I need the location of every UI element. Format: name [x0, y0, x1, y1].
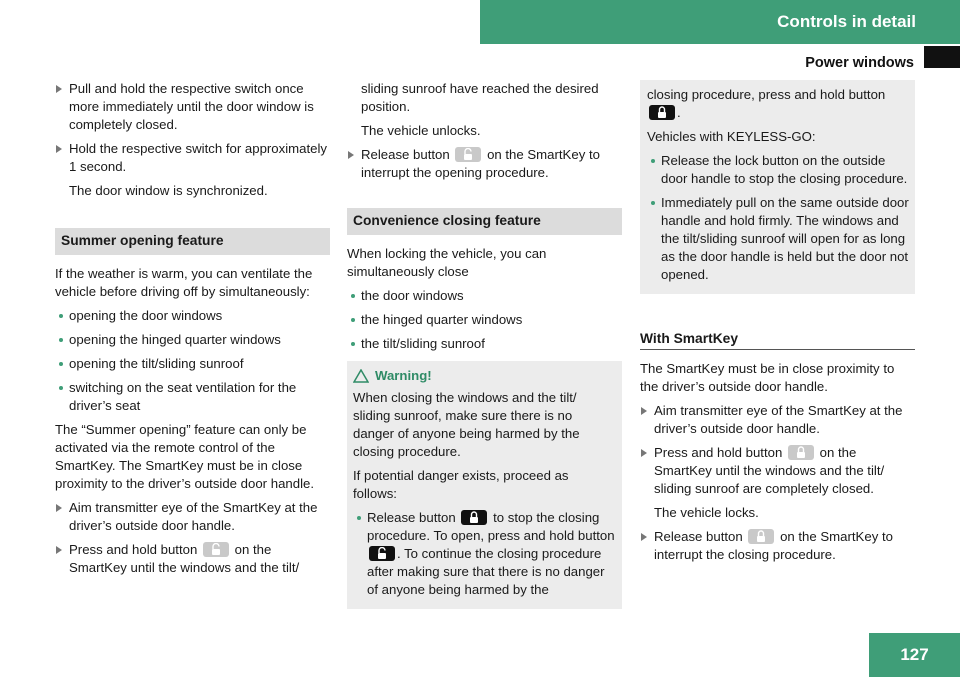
summer-heading: Summer opening feature: [55, 228, 330, 255]
bullet-item: the tilt/sliding sunroof: [347, 335, 622, 353]
warning-box: [347, 361, 622, 609]
section-title: Power windows: [805, 55, 914, 71]
smartkey-intro: The SmartKey must be in close proximity to the driver’s outside door handle.: [640, 361, 895, 394]
convenience-intro: When locking the vehicle, you can simultaneously close: [347, 246, 547, 279]
bullet-item: switching on the seat ventilation for the driver’s seat: [55, 379, 330, 415]
step-press-unlock: Press and hold button on the SmartKey until the windows and the tilt/: [55, 541, 330, 577]
bullet-item: the hinged quarter windows: [347, 311, 622, 329]
convenience-heading: Convenience closing feature: [347, 208, 622, 235]
step-aim: Aim transmitter eye of the SmartKey at the driver’s outside door handle.: [640, 402, 915, 438]
step-continuation: sliding sunroof have reached the desired position.: [361, 81, 599, 114]
warning-bullet: Release the lock button on the outside door handle to stop the closing procedure.: [647, 152, 909, 188]
unlock-icon: [203, 542, 229, 557]
warning-paragraph: If potential danger exists, proceed as follows:: [353, 468, 569, 501]
unlock-icon: [455, 147, 481, 162]
section-marker: [924, 46, 960, 68]
step-aim: Aim transmitter eye of the SmartKey at the driver’s outside door handle.: [55, 499, 330, 535]
step-press-lock: Press and hold button on the SmartKey until the windows and the tilt/ sliding sunroof are completely closed.: [640, 444, 915, 498]
lock-icon: [649, 105, 675, 120]
lock-icon: [788, 445, 814, 460]
warning-bullet: Release button to stop the closing procedure. To open, press and hold button . To continue the closing procedure after making sure that there is no danger of anyone being harmed by the: [353, 509, 616, 599]
lock-icon: [748, 529, 774, 544]
summer-paragraph: The “Summer opening” feature can only be activated via the remote control of the SmartKey. The SmartKey must be in close proximity to the driver’s outside door handle.: [55, 422, 315, 491]
warning-bullet: Immediately pull on the same outside door handle and hold firmly. The windows and the tilt/sliding sunroof will open for as long as the door handle is held but the door not opened.: [647, 194, 909, 284]
warning-paragraph: When closing the windows and the tilt/ sliding sunroof, make sure there is no danger of anyone being harmed by the closing procedure.: [353, 390, 580, 459]
page-number: 127: [869, 633, 960, 677]
step-result: The vehicle locks.: [654, 505, 759, 520]
bullet-item: opening the tilt/sliding sunroof: [55, 355, 330, 373]
step-result: The vehicle unlocks.: [361, 123, 481, 138]
keyless-label: Vehicles with KEYLESS-GO:: [647, 129, 816, 144]
column-3: [640, 80, 915, 570]
bullet-item: opening the hinged quarter windows: [55, 331, 330, 349]
step-release-unlock: Release button on the SmartKey to interrupt the opening procedure.: [347, 146, 622, 182]
step-result: The door window is synchronized.: [69, 183, 268, 198]
warning-triangle-icon: [353, 369, 369, 383]
chapter-title: Controls in detail: [777, 12, 916, 31]
bullet-item: opening the door windows: [55, 307, 330, 325]
column-1: [55, 80, 330, 583]
step-pull-hold: Pull and hold the respective switch once more immediately until the door window is completely closed.: [55, 80, 330, 134]
warning-continuation: closing procedure, press and hold button .: [647, 87, 886, 120]
warning-box-continued: [640, 80, 915, 294]
column-2: [347, 80, 622, 609]
summer-intro: If the weather is warm, you can ventilate the vehicle before driving off by simultaneously:: [55, 266, 313, 299]
step-release-lock: Release button on the SmartKey to interrupt the closing procedure.: [640, 528, 915, 564]
chapter-tab: [480, 0, 960, 44]
warning-title: Warning!: [353, 367, 616, 385]
bullet-item: the door windows: [347, 287, 622, 305]
smartkey-heading: With SmartKey: [640, 330, 915, 350]
unlock-icon: [369, 546, 395, 561]
lock-icon: [461, 510, 487, 525]
step-hold-switch: Hold the respective switch for approximately 1 second.: [55, 140, 330, 176]
